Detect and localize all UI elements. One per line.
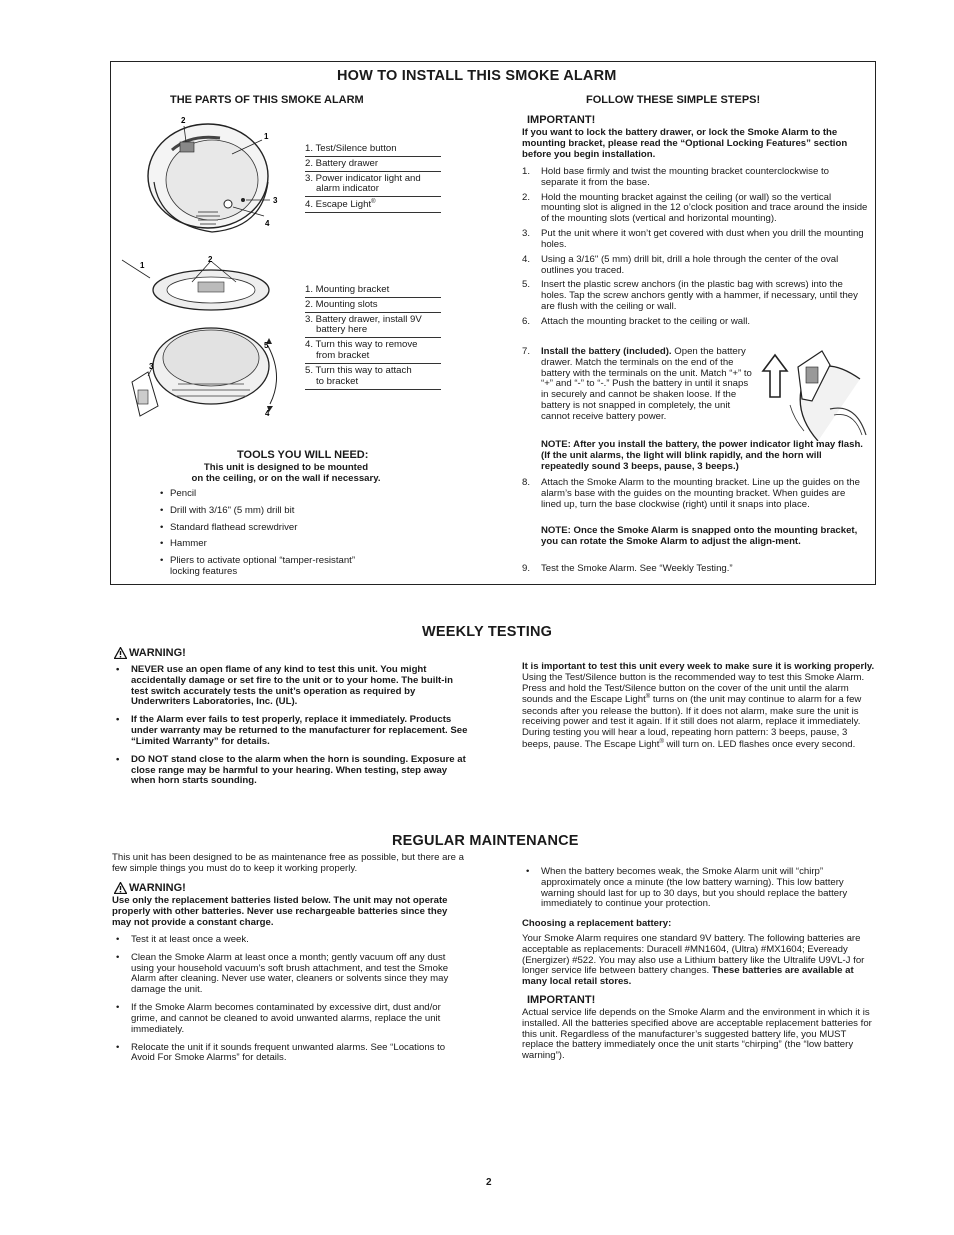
part-item: 3. Power indicator light and alarm indicator [305,172,441,198]
tool-item: • Standard flathead screwdriver [160,523,400,534]
step-7-note: NOTE: After you install the battery, the power indicator light may flash. (If the unit alarms, the light will blink rapidly, and the horn will repeatedly sound 3 beeps, pause, 3 beeps.) [541,439,863,472]
steps-heading: FOLLOW THESE SIMPLE STEPS! [586,94,761,106]
maintenance-warning-label: WARNING! [114,882,186,894]
install-important-text: If you want to lock the battery drawer, or lock the Smoke Alarm to the mounting bracket, please read the “Optional Locking Features” section before you begin installation. [522,127,848,160]
maintenance-title: REGULAR MAINTENANCE [392,833,579,849]
step-item: 3. Put the unit where it won’t get covered with dust when you drill the mounting holes. [522,228,864,250]
weekly-warning-label: WARNING! [114,647,186,659]
warning-item: • NEVER use an open flame of any kind to test this unit. You might accidentally damage or set fire to the unit or to your home. The built-in test switch accurately tests the unit’s operation as required by Underwriters Laboratories, Inc. (UL). [116,664,453,708]
step-9: 9. Test the Smoke Alarm. See “Weekly Testing.” [522,563,733,574]
weekly-testing-title: WEEKLY TESTING [422,624,553,640]
maintenance-list [112,935,462,1071]
maintenance-item: • Relocate the unit if it sounds frequent unwanted alarms. See “Locations to Avoid For Smoke Alarms” for details. [116,1041,446,1064]
step-item: 5. Insert the plastic screw anchors (in the plastic bag with screws) into the holes. Tap the screw anchors gently with a hammer, if necessary, until they are flush with the ceiling or wall. [522,279,858,313]
part-item: 5. Turn this way to attach to bracket [305,364,441,390]
part-item: 1. Mounting bracket [305,283,441,298]
warning-icon [114,882,127,894]
maintenance-warning-text: Use only the replacement batteries listed below. The unit may not operate properly with other batteries. Never use rechargeable batteries since they may not provide a constant charge. [112,895,448,928]
part-item: 2. Battery drawer [305,157,441,172]
fig2-label-3: 3 [149,362,154,371]
step-8: 8. Attach the Smoke Alarm to the mounting bracket. Line up the guides on the alarm’s base with the guides on the mounting bracket. When guides are lined up, turn the base clockwise (right) until it snaps into place. [522,477,860,510]
maintenance-important-text: Actual service life depends on the Smoke Alarm and the environment in which it is installed. All the batteries specified above are acceptable replacement batteries for this unit. Regardless of the manufacturer’s suggested battery life, you MUST replace the battery immediately once the unit starts “chirping” (the “low battery warning”). [522,1007,872,1062]
fig2-label-2: 2 [208,255,213,264]
tools-list [160,489,400,584]
step-8-note: NOTE: Once the Smoke Alarm is snapped onto the mounting bracket, you can rotate the Smoke Alarm to adjust the align-ment. [541,525,858,547]
part-item: 1. Test/Silence button [305,142,441,157]
battery-install-illustration [760,349,872,441]
fig2-label-4: 4 [265,409,270,418]
install-steps [522,167,868,332]
maintenance-intro: This unit has been designed to be as maintenance free as possible, but there are a few simple things you must do to keep it working properly. [112,852,464,874]
weekly-testing-text: It is important to test this unit every week to make sure it is working properly. Using the Test/Silence button is the recommended way to test this Smoke Alarm. Press and hold the Test/Silence button on the cover of the unit until the alarm sounds and the Escape Light® turns on (the unit may continue to alarm for a few seconds after you release the button). If it does not alarm, make sure the unit is receiving power and test it again. If it still does not alarm, replace it immediately. During testing you will hear a loud, repeating horn pattern: 3 beeps, pause, 3 beeps, pause. The Escape Light® will turn on. LED flashes once every second. [522,661,875,751]
parts-list-bracket [305,283,441,390]
fig1-label-2: 2 [181,116,186,125]
step-item: 6. Attach the mounting bracket to the ceiling or wall. [522,315,751,327]
maintenance-item: • If the Smoke Alarm becomes contaminated by excessive dirt, dust and/or grime, and cannot be cleaned to avoid unwanted alarms, replace the unit immediately. [116,1002,441,1035]
part-item: 4. Escape Light® [305,197,441,213]
smoke-alarm-illustration [140,112,290,240]
warning-item: • DO NOT stand close to the alarm when the horn is sounding. Exposure at close range may be harmful to your hearing. When testing, step away when horn starts sounding. [116,753,466,787]
part-item: 2. Mounting slots [305,298,441,313]
tools-intro: This unit is designed to be mounted on the ceiling, or on the wall if necessary. [191,462,381,484]
choosing-heading: Choosing a replacement battery: [522,918,672,929]
fig2-label-1: 1 [140,261,145,270]
tools-heading: TOOLS YOU WILL NEED: [237,449,369,461]
choosing-text: Your Smoke Alarm requires one standard 9V battery. The following batteries are acceptable as replacements: Duracell #MN1604, (Ultra) #MX1604; Eveready (Energizer) #522. You may also use a Lithium battery like the Ultralife U9VL-J for longer service life between battery changes. These batteries are available at many local retail stores. [522,933,865,988]
step-item: 4. Using a 3/16" (5 mm) drill bit, drill a hole through the center of the oval outlines you traced. [522,253,839,276]
warning-icon [114,647,127,659]
step-7: 7. Install the battery (included). Open the battery drawer. Match the terminals on the end of the battery with the terminals on the unit. Match “+” to “+” and “-” to “-.” Push the battery in until it snaps in securely and cannot be shaken loose. If the battery is not snapped in completely, the unit cannot receive battery power. [522,346,752,422]
parts-heading: THE PARTS OF THIS SMOKE ALARM [170,94,364,106]
install-title: HOW TO INSTALL THIS SMOKE ALARM [337,68,617,84]
mounting-bracket-illustration [118,254,290,424]
tool-item: • Hammer [160,539,400,550]
step-item: 1. Hold base firmly and twist the mounting bracket counterclockwise to separate it from the base. [522,166,829,188]
warning-item: • If the Alarm ever fails to test properly, replace it immediately. Products under warranty may be returned to the manufacturer for replacement. See “Limited Warranty” for details. [116,714,468,747]
maintenance-item: • Clean the Smoke Alarm at least once a month; gently vacuum off any dust using your household vacuum’s soft brush attachment, and test the Smoke Alarm after cleaning. Never use water, cleaners or solvents since they may damage the unit. [116,951,449,996]
tool-item: • Pencil [160,489,400,500]
page-number: 2 [486,1177,492,1188]
chirp-bullet: • When the battery becomes weak, the Smoke Alarm unit will “chirp” approximately once a minute (the low battery warning). This low battery warning should last for up to 30 days, but you should replace the battery immediately to continue your protection. [526,866,848,910]
part-item: 3. Battery drawer, install 9V battery here [305,313,441,339]
tool-item: • Pliers to activate optional “tamper-resistant” locking features [160,556,400,578]
tool-item: • Drill with 3/16" (5 mm) drill bit [160,506,400,517]
step-item: 2. Hold the mounting bracket against the ceiling (or wall) so the vertical mounting slot is aligned in the 12 o’clock position and trace around the inside of the mounting slots (vertical and horizontal mounting). [522,191,868,225]
parts-list-alarm [305,142,441,213]
fig1-label-3: 3 [273,196,278,205]
weekly-warning-list [112,665,472,794]
install-important-heading: IMPORTANT! [527,114,596,126]
maintenance-important-heading: IMPORTANT! [527,994,596,1006]
part-item: 4. Turn this way to remove from bracket [305,338,441,364]
fig2-label-5: 5 [264,341,269,350]
maintenance-item: • Test it at least once a week. [116,934,249,945]
fig1-label-4: 4 [265,219,270,228]
fig1-label-1: 1 [264,132,269,141]
